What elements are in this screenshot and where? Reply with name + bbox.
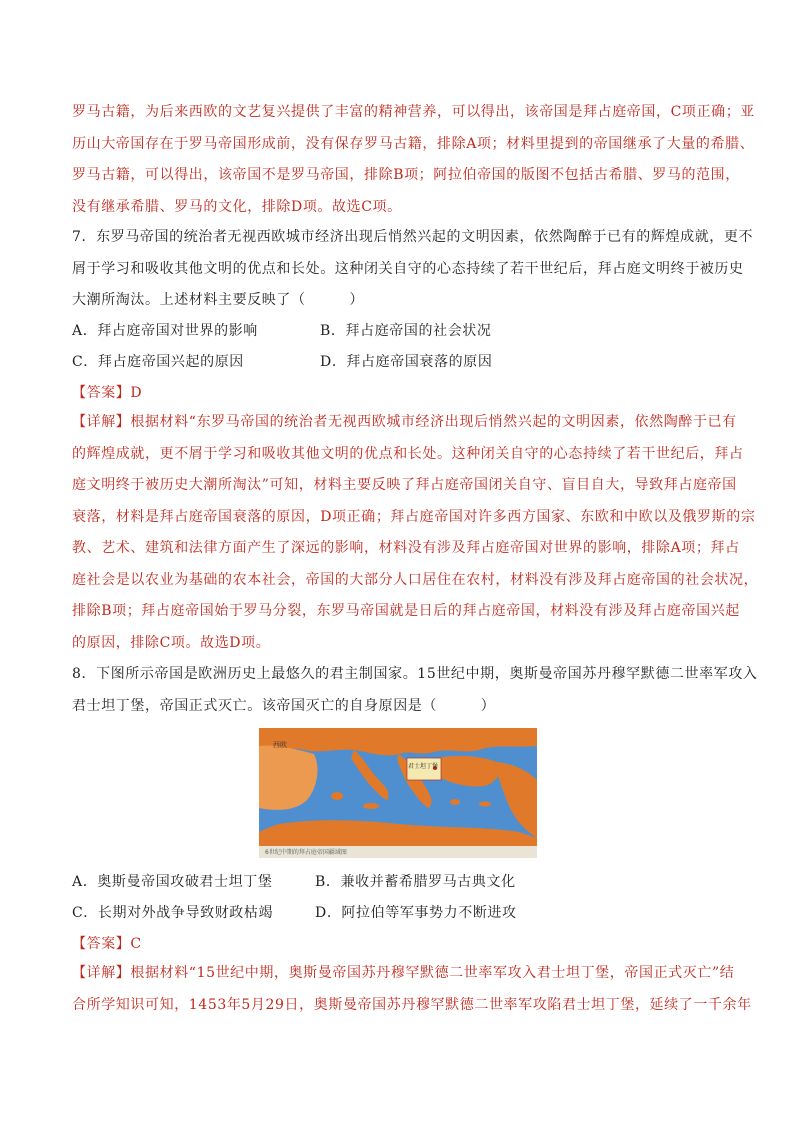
text-line: 罗马古籍，可以得出，该帝国不是罗马帝国，排除B项；阿拉伯帝国的版图不包括古希腊、罗马的范围， xyxy=(72,167,740,183)
q8-detail xyxy=(72,958,752,1021)
q7-option-a: A．拜占庭帝国对世界的影响 xyxy=(72,323,258,339)
map-caption: 6世纪中期的拜占庭帝国疆域图 xyxy=(265,849,347,856)
text-line: 教、艺术、建筑和法律方面产生了深远的影响，材料没有涉及拜占庭帝国对世界的影响，排除A项；拜占 xyxy=(72,540,740,556)
map-illustration xyxy=(259,728,537,858)
text-line: 7．东罗马帝国的统治者无视西欧城市经济出现后悄然兴起的文明因素，依然陶醉于已有的辉煌成就，更不 xyxy=(72,229,754,245)
q8-option-b: B．兼收并蓄希腊罗马古典文化 xyxy=(315,874,516,890)
text-line: 衰落，材料是拜占庭帝国衰落的原因，D项正确；拜占庭帝国对许多西方国家、东欧和中欧以及俄罗斯的宗 xyxy=(72,508,756,525)
q7-option-d: D．拜占庭帝国衰落的原因 xyxy=(320,354,493,370)
answer-value: D xyxy=(130,385,143,401)
text-line: 庭社会是以农业为基础的农本社会，帝国的大部分人口居住在农村，材料没有涉及拜占庭帝国的社会状况， xyxy=(72,571,759,588)
answer-tag: 【答案】 xyxy=(72,936,131,952)
text-line xyxy=(72,958,735,990)
q7-answer xyxy=(72,383,142,403)
text-line: 庭文明终于被历史大潮所淘汰”可知，材料主要反映了拜占庭帝国闭关自守、盲目自大，导致拜占庭帝国 xyxy=(72,477,737,493)
text-line: 的原因，排除C项。故选D项。 xyxy=(72,634,271,651)
previous-explanation xyxy=(72,97,755,223)
q8-answer xyxy=(72,934,142,954)
q7-option-c: C．拜占庭帝国兴起的原因 xyxy=(72,354,244,370)
detail-tag: 【详解】 xyxy=(72,965,131,981)
text-line: 屑于学习和吸收其他文明的优点和长处。这种闭关自守的心态持续了若干世纪后，拜占庭文明终于被历史 xyxy=(72,260,744,277)
q8-option-a: A．奥斯曼帝国攻破君士坦丁堡 xyxy=(72,874,273,890)
text-line: 合所学知识可知，1453年5月29日，奥斯曼帝国苏丹穆罕默德二世率军攻陷君士坦丁堡，延续了一千余年 xyxy=(72,996,752,1013)
answer-tag: 【答案】 xyxy=(72,385,131,401)
text-line: 的辉煌成就，更不屑于学习和吸收其他文明的优点和长处。这种闭关自守的心态持续了若干世纪后，拜占 xyxy=(72,445,744,462)
text-line: 排除B项；拜占庭帝国始于罗马分裂，东罗马帝国就是日后的拜占庭帝国，材料没有涉及拜占庭帝国兴起 xyxy=(72,603,740,619)
answer-value: C xyxy=(130,936,142,952)
text-line: 没有继承希腊、罗马的文化，排除D项。故选C项。 xyxy=(72,198,402,215)
text-line: 历山大帝国存在于罗马帝国形成前，没有保存罗马古籍，排除A项；材料里提到的帝国继承了大量的希腊、 xyxy=(72,135,755,152)
text-line: 8．下图所示帝国是欧洲历史上最悠久的君主制国家。15世纪中期，奥斯曼帝国苏丹穆罕默德二世率军攻入 xyxy=(72,666,758,682)
detail-text: 根据材料“东罗马帝国的统治者无视西欧城市经济出现后悄然兴起的文明因素，依然陶醉于已有 xyxy=(130,414,737,430)
text-line: 罗马古籍，为后来西欧的文艺复兴提供了丰富的精神营养，可以得出，该帝国是拜占庭帝国，C项正确；亚 xyxy=(72,104,755,120)
byzantine-empire-map xyxy=(259,728,537,858)
map-label-city: 君士坦丁堡 xyxy=(408,763,439,770)
text-line: 君士坦丁堡，帝国正式灭亡。该帝国灭亡的自身原因是（ ） xyxy=(72,697,496,714)
text-line xyxy=(72,407,737,439)
map-label-west: 西欧 xyxy=(273,741,287,749)
q7-detail xyxy=(72,407,759,659)
detail-tag: 【详解】 xyxy=(72,414,131,430)
q8-option-d: D．阿拉伯等军事势力不断进攻 xyxy=(315,905,517,921)
detail-text: 根据材料“15世纪中期，奥斯曼帝国苏丹穆罕默德二世率军攻入君士坦丁堡，帝国正式灭亡”结 xyxy=(130,965,735,981)
text-line: 大潮所淘汰。上述材料主要反映了（ ） xyxy=(72,292,364,308)
q7-option-b: B．拜占庭帝国的社会状况 xyxy=(320,323,492,339)
question-8-stem xyxy=(72,659,758,722)
q8-option-c: C．长期对外战争导致财政枯竭 xyxy=(72,905,274,921)
question-7-stem xyxy=(72,222,754,317)
